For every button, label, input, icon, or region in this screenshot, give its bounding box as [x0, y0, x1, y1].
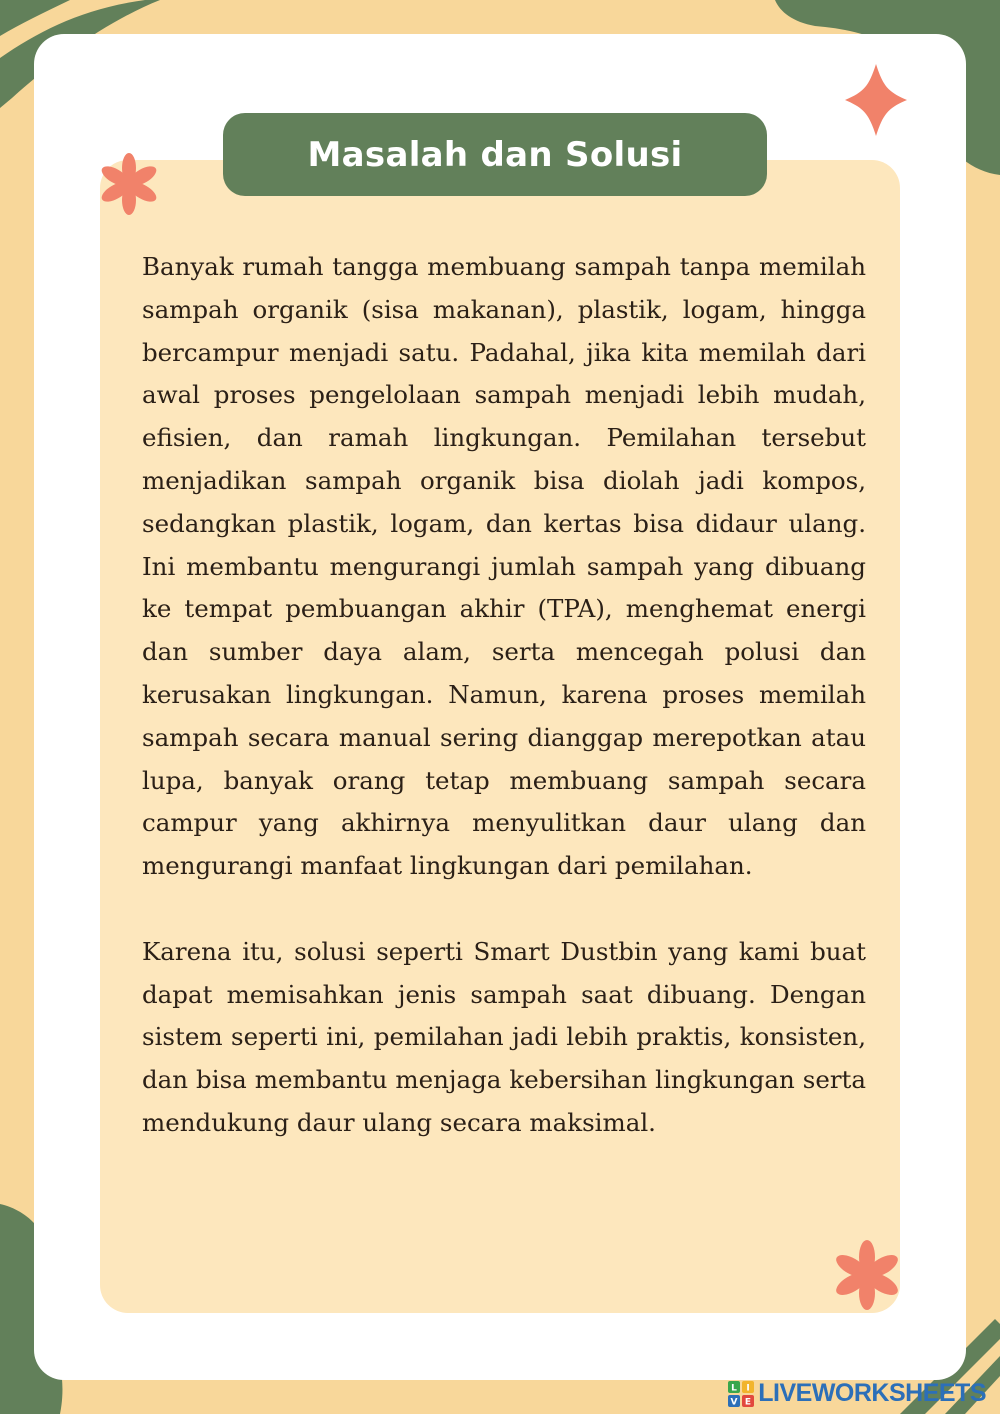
logo-letter-v: V	[730, 1397, 738, 1407]
body-text	[142, 246, 866, 1145]
watermark-text: LIVEWORKSHEETS	[758, 1379, 986, 1407]
page-title: Masalah dan Solusi	[307, 134, 683, 175]
flower-top-left-icon	[98, 153, 160, 215]
liveworksheets-logo-icon	[728, 1381, 754, 1407]
title-banner	[223, 113, 767, 196]
liveworksheets-watermark[interactable]	[728, 1379, 986, 1408]
logo-letter-e: E	[745, 1397, 752, 1407]
sparkle-top-right-icon	[845, 64, 907, 136]
paragraph-solution: Karena itu, solusi seperti Smart Dustbin yang kami buat dapat memisahkan jenis sampah saat dibuang. Dengan sistem seperti ini, pemilahan jadi lebih praktis, konsisten, dan bisa membantu menjaga kebersihan lingkungan serta mendukung daur ulang secara maksimal.	[142, 936, 866, 1137]
logo-letter-i: I	[746, 1383, 750, 1393]
paragraph-problem: Banyak rumah tangga membuang sampah tanpa memilah sampah organik (sisa makanan), plastik, logam, hingga bercampur menjadi satu. Padahal, jika kita memilah dari awal proses pengelolaan sampah menjadi lebih mudah, efisien, dan ramah lingkungan. Pemilahan tersebut menjadikan sampah organik bisa diolah jadi kompos, sedangkan plastik, logam, dan kertas bisa didaur ulang. Ini membantu mengurangi jumlah sampah yang dibuang ke tempat pembuangan akhir (TPA), menghemat energi dan sumber daya alam, serta mencegah polusi dan kerusakan lingkungan. Namun, karena proses memilah sampah secara manual sering dianggap merepotkan atau lupa, banyak orang tetap membuang sampah secara campur yang akhirnya menyulitkan daur ulang dan mengurangi manfaat lingkungan dari pemilahan.	[142, 252, 866, 881]
logo-letter-l: L	[731, 1383, 738, 1393]
flower-bottom-right-icon	[832, 1240, 902, 1310]
